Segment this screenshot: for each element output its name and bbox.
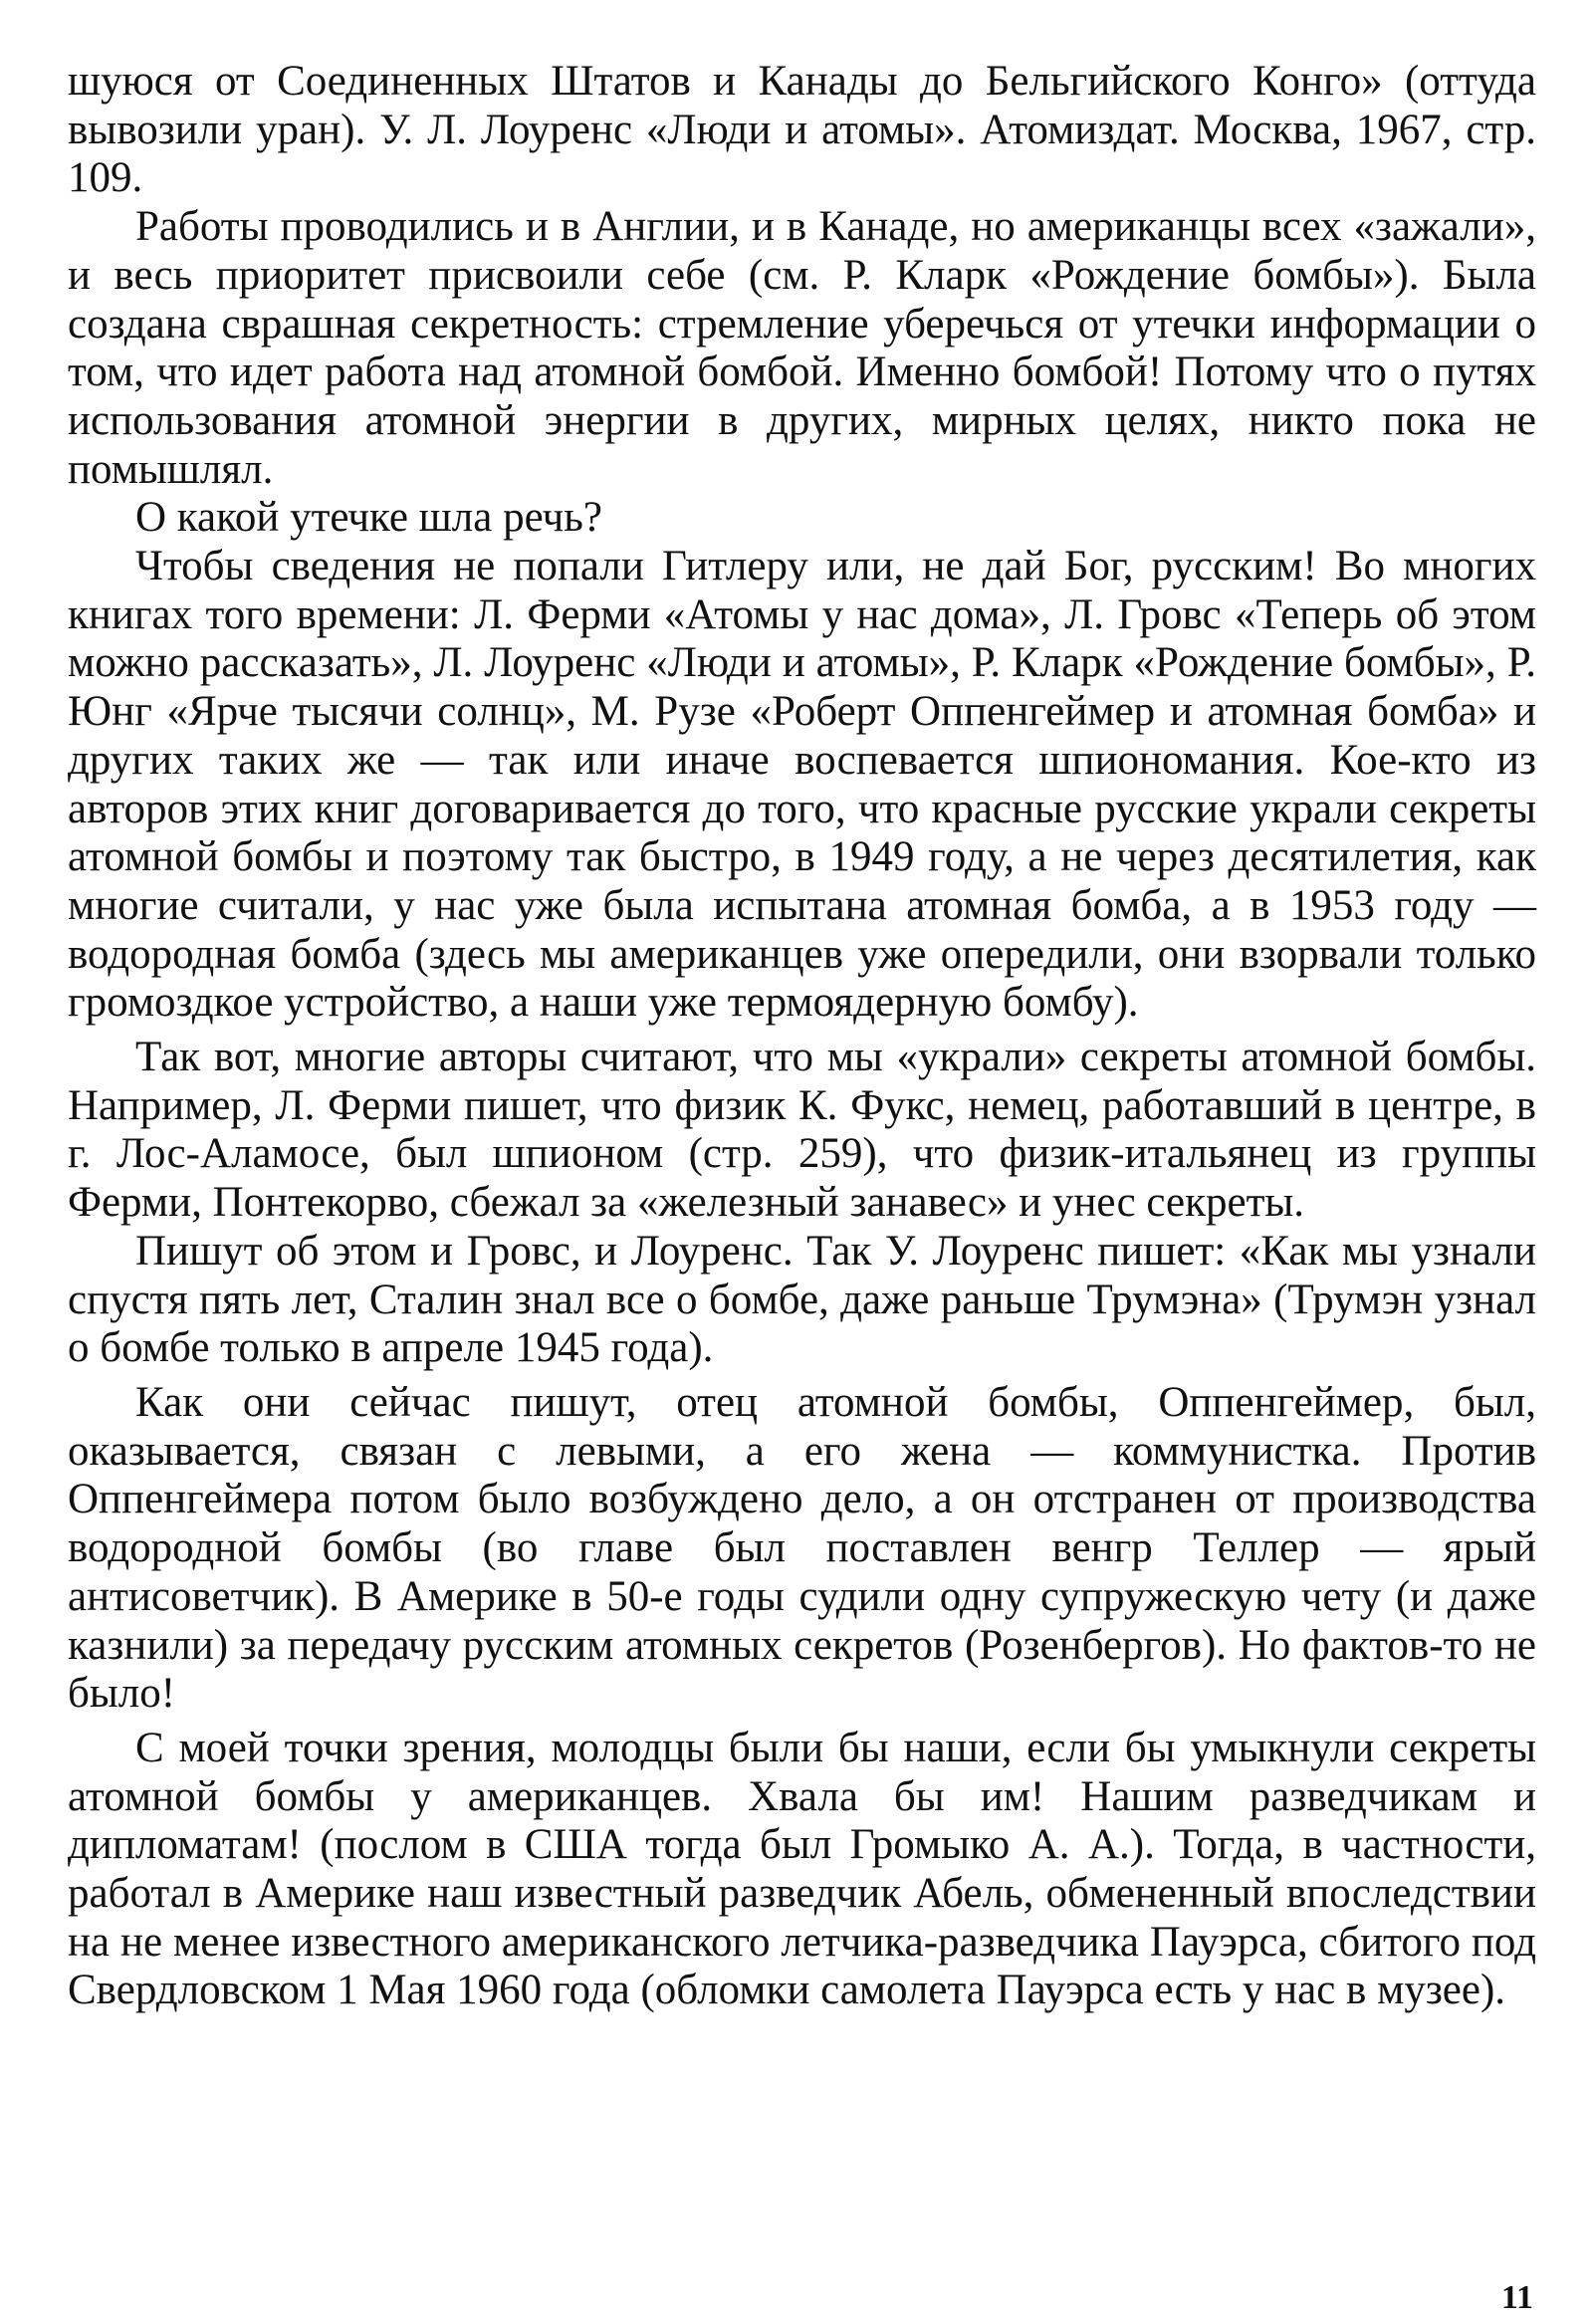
paragraph-oppenheimer: Как они сейчас пишут, отец атомной бомбы, Оппенгеймер, был, оказывается, связан с левыми, а его жена — коммунистка. Против Оппенгеймера потом было возбуждено дело, а он отстранен от производства водородной бомбы (во главе был поставлен венгр Теллер — ярый антисоветчик). В Америке в 50-е годы судили одну супружескую чету (и даже казнили) за передачу русским атомных секретов (Розенбергов). Но фактов-то не было! [68,1378,1536,1718]
paragraph-author-view: С моей точки зрения, молодцы были бы наши, если бы умыкнули секреты атомной бомбы у американцев. Хвала бы им! Нашим разведчикам и дипломатам! (послом в США тогда был Громыко А. А.). Тогда, в частности, работал в Америке наш известный разведчик Абель, обмененный впоследствии на не менее известного американского летчика-разведчика Пауэрса, сбитого под Свердловском 1 Мая 1960 года (обломки самолета Пауэрса есть у нас в музее). [68,1724,1536,2014]
page-number: 11 [1500,2279,1533,2316]
paragraph-continuation: шуюся от Соединенных Штатов и Канады до Бельгийского Конго» (оттуда вывозили уран). У. Л. Лоуренс «Люди и атомы». Атомиздат. Москва, 1967, стр. 109. [68,58,1536,202]
paragraph-priority: Работы проводились и в Англии, и в Канаде, но американцы всех «зажали», и весь приоритет присвоили себе (см. Р. Кларк «Рождение бомбы»). Была создана сврашная секретность: стремление уберечься от утечки информации о том, что идет работа над атомной бомбой. Именно бомбой! Потому что о путях использования атомной энергии в других, мирных целях, никто пока не помышлял. [68,203,1536,493]
paragraph-groves-lawrence: Пишут об этом и Гровс, и Лоуренс. Так У. Лоуренс пишет: «Как мы узнали спустя пять лет, Сталин знал все о бомбе, даже раньше Трумэна» (Трумэн узнал о бомбе только в апреле 1945 года). [68,1227,1536,1372]
page-body [68,58,1536,2268]
paragraph-espionage-books: Чтобы сведения не попали Гитлеру или, не дай Бог, русским! Во многих книгах того времени: Л. Ферми «Атомы у нас дома», Л. Гровс «Теперь об этом можно рассказать», Л. Лоуренс «Люди и атомы», Р. Кларк «Рождение бомбы», Р. Юнг «Ярче тысячи солнц», М. Рузе «Роберт Оппенгеймер и атомная бомба» и других таких же — так или иначе воспевается шпиономания. Кое-кто из авторов этих книг договаривается до того, что красные русские украли секреты атомной бомбы и поэтому так быстро, в 1949 году, а не через десятилетия, как многие считали, у нас уже была испытана атомная бомба, а в 1953 году — водородная бомба (здесь мы американцев уже опередили, они взорвали только громоздкое устройство, а наши уже термоядерную бомбу). [68,543,1536,1027]
paragraph-question: О какой утечке шла речь? [135,494,602,542]
paragraph-authors-claims: Так вот, многие авторы считают, что мы «украли» секреты атомной бомбы. Например, Л. Ферми пишет, что физик К. Фукс, немец, работавший в центре, в г. Лос-Аламосе, был шпионом (стр. 259), что физик-итальянец из группы Ферми, Понтекорво, сбежал за «железный занавес» и унес секреты. [68,1034,1536,1227]
